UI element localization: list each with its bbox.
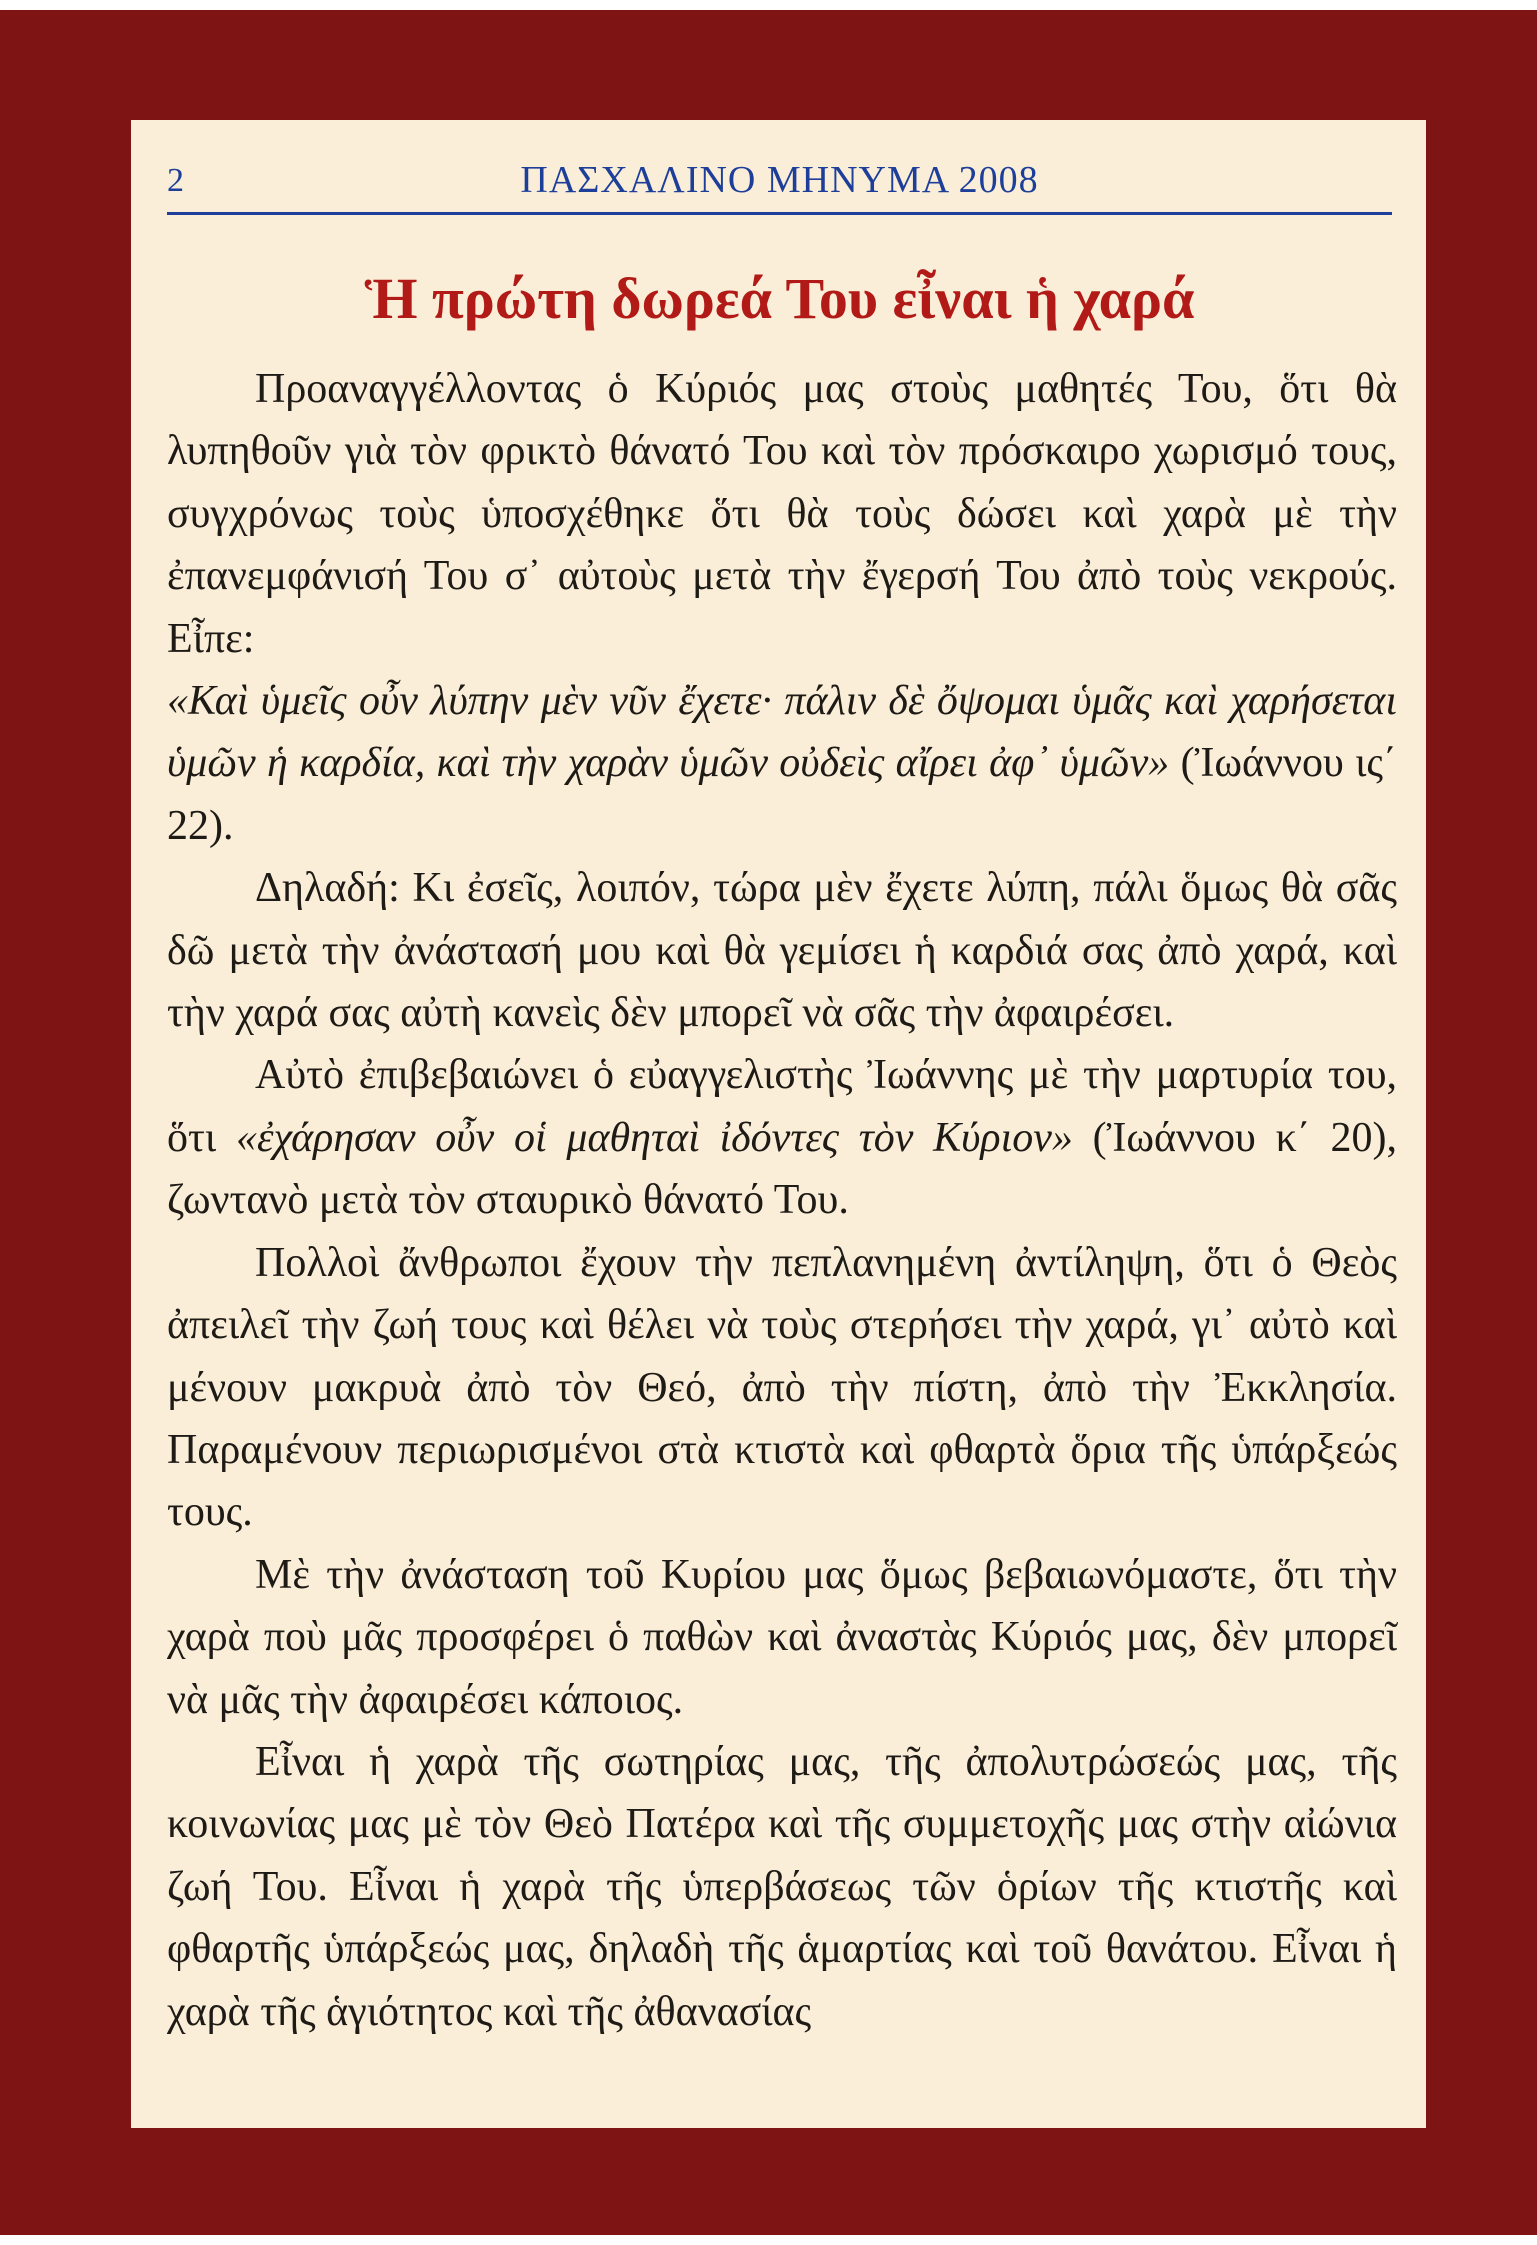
running-title: ΠΑΣΧΑΛΙΝΟ ΜΗΝΥΜΑ 2008: [520, 159, 1039, 201]
paragraph-quote-john-16: [167, 670, 1397, 857]
paragraph-text: Προαναγγέλλοντας ὁ Κύριός μας στοὺς μαθητές Του, ὅτι θὰ λυπηθοῦν γιὰ τὸν φρικτὸ θάνατό Του καὶ τὸν πρόσκαιρο χωρισμό τους, συγχρόνως τοὺς ὑποσχέθηκε ὅτι θὰ τοὺς δώσει καὶ χαρὰ μὲ τὴν ἐπανεμφάνισή Του σ᾽ αὐτοὺς μετὰ τὴν ἔγερσή Του ἀπὸ τοὺς νεκρούς. Εἶπε:: [167, 366, 1397, 662]
scripture-reference: (Ἰωάννου ις΄ 22).: [167, 740, 1398, 849]
paragraph-text: Πολλοὶ ἄνθρωποι ἔχουν τὴν πεπλανημένη ἀντίληψη, ὅτι ὁ Θεὸς ἀπειλεῖ τὴν ζωή τους καὶ θέλει νὰ τοὺς στερήσει τὴν χαρά, γι᾽ αὐτὸ καὶ μένουν μακρυὰ ἀπὸ τὸν Θεό, ἀπὸ τὴν πίστη, ἀπὸ τὴν Ἐκκλησία. Παραμένουν περιωρισμένοι στὰ κτιστὰ καὶ φθαρτὰ ὅρια τῆς ὑπάρξεώς τους.: [167, 1239, 1397, 1536]
scripture-quote: «Καὶ ὑμεῖς οὖν λύπην μὲν νῦν ἔχετε· πάλιν δὲ ὄψομαι ὑμᾶς καὶ χαρήσεται ὑμῶν ἡ καρδία, καὶ τὴν χαρὰν ὑμῶν οὐδεὶς αἴρει ἀφ᾽ ὑμῶν»: [167, 678, 1397, 787]
paragraph-text: Αὐτὸ ἐπιβεβαιώνει ὁ εὐαγγελιστὴς Ἰωάννης μὲ τὴν μαρτυρία του, ὅτι: [167, 1052, 1397, 1161]
document-page: [131, 120, 1426, 2128]
paragraph-text: Εἶναι ἡ χαρὰ τῆς σωτηρίας μας, τῆς ἀπολυτρώσεώς μας, τῆς κοινωνίας μας μὲ τὸν Θεὸ Πατέρα καὶ τῆς συμμετοχῆς μας στὴν αἰώνια ζωή Του. Εἶναι ἡ χαρὰ τῆς ὑπερβάσεως τῶν ὁρίων τῆς κτιστῆς καὶ φθαρτῆς ὑπάρξεώς μας, δηλαδὴ τῆς ἁμαρτίας καὶ τοῦ θανάτου. Εἶναι ἡ χαρὰ τῆς ἁγιότητος καὶ τῆς ἀθανασίας: [167, 1738, 1397, 2035]
page-header: [167, 152, 1392, 215]
page-border-frame: [0, 10, 1537, 2235]
paragraph-text: Δηλαδή: Κι ἐσεῖς, λοιπόν, τώρα μὲν ἔχετε λύπη, πάλι ὅμως θὰ σᾶς δῶ μετὰ τὴν ἀνάστασή μου καὶ θὰ γεμίσει ἡ καρδιά σας ἀπὸ χαρά, καὶ τὴν χαρά σας αὐτὴ κανεὶς δὲν μπορεῖ νὰ σᾶς τὴν ἀφαιρέσει.: [167, 865, 1397, 1037]
paragraph-5: [167, 1544, 1397, 1731]
article-title: Ἡ πρώτη δωρεά Του εἶναι ἡ χαρά: [364, 266, 1195, 331]
paragraph-text: (Ἰωάννου κ΄ 20), ζωντανὸ μετὰ τὸν σταυρικὸ θάνατό Του.: [167, 1114, 1397, 1224]
paragraph-3: [167, 1044, 1397, 1231]
paragraph-6: [167, 1731, 1397, 2043]
article-body: [167, 358, 1397, 2043]
paragraph-2: [167, 857, 1397, 1044]
paragraph-4: [167, 1232, 1397, 1544]
page-number: 2: [167, 162, 184, 199]
paragraph-1: [167, 358, 1397, 670]
paragraph-text: Μὲ τὴν ἀνάσταση τοῦ Κυρίου μας ὅμως βεβαιωνόμαστε, ὅτι τὴν χαρὰ ποὺ μᾶς προσφέρει ὁ παθὼν καὶ ἀναστὰς Κύριός μας, δὲν μπορεῖ νὰ μᾶς τὴν ἀφαιρέσει κάποιος.: [167, 1551, 1397, 1723]
scripture-quote: «ἐχάρησαν οὖν οἱ μαθηταὶ ἰδόντες τὸν Κύριον»: [235, 1114, 1073, 1161]
